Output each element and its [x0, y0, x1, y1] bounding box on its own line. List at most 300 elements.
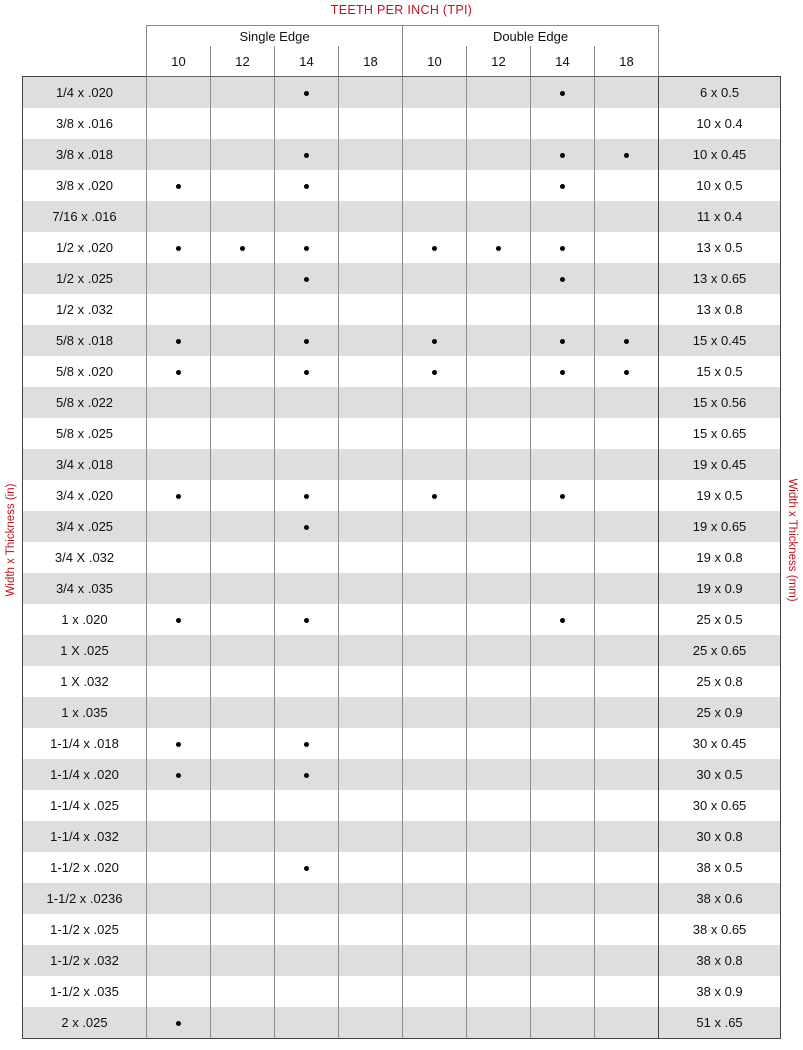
size-inches-cell: 1-1/4 x .032 [23, 821, 147, 852]
tpi-cell [147, 511, 211, 542]
tpi-cell [595, 666, 659, 697]
tpi-cell [147, 883, 211, 914]
tpi-cell [531, 976, 595, 1007]
availability-dot-icon [304, 184, 309, 189]
group-header-single-edge: Single Edge [147, 26, 403, 47]
size-mm-cell: 10 x 0.4 [659, 108, 781, 139]
tpi-cell [275, 263, 339, 294]
tpi-cell [531, 790, 595, 821]
size-inches-cell: 3/8 x .020 [23, 170, 147, 201]
availability-dot-icon [176, 742, 181, 747]
tpi-cell [403, 852, 467, 883]
tpi-cell [147, 325, 211, 356]
tpi-cell [147, 604, 211, 635]
table-row [23, 480, 781, 511]
tpi-header: 18 [595, 46, 659, 77]
tpi-cell [531, 914, 595, 945]
tpi-cell [275, 108, 339, 139]
tpi-cell [467, 449, 531, 480]
tpi-header: 12 [467, 46, 531, 77]
tpi-cell [147, 418, 211, 449]
availability-dot-icon [176, 618, 181, 623]
tpi-cell [339, 728, 403, 759]
tpi-cell [531, 263, 595, 294]
table-title: TEETH PER INCH (TPI) [330, 3, 473, 17]
tpi-cell [275, 480, 339, 511]
availability-dot-icon [176, 494, 181, 499]
tpi-cell [339, 263, 403, 294]
tpi-cell [211, 77, 275, 109]
tpi-cell [147, 666, 211, 697]
size-inches-cell: 1-1/2 x .025 [23, 914, 147, 945]
availability-dot-icon [496, 246, 501, 251]
tpi-cell [403, 883, 467, 914]
tpi-cell [339, 356, 403, 387]
tpi-cell [275, 356, 339, 387]
tpi-cell [403, 232, 467, 263]
tpi-cell [403, 635, 467, 666]
tpi-cell [275, 77, 339, 109]
size-mm-cell: 51 x .65 [659, 1007, 781, 1039]
tpi-cell [403, 945, 467, 976]
tpi-cell [211, 697, 275, 728]
tpi-cell [595, 1007, 659, 1039]
tpi-cell [467, 294, 531, 325]
size-inches-cell: 1 X .032 [23, 666, 147, 697]
tpi-cell [595, 511, 659, 542]
availability-dot-icon [176, 339, 181, 344]
table-row [23, 201, 781, 232]
tpi-cell [531, 418, 595, 449]
availability-dot-icon [560, 277, 565, 282]
tpi-cell [211, 821, 275, 852]
tpi-cell [595, 294, 659, 325]
tpi-cell [595, 325, 659, 356]
table-row [23, 821, 781, 852]
tpi-cell [467, 821, 531, 852]
right-axis-label: Width x Thickness (mm) [786, 478, 798, 602]
tpi-cell [339, 294, 403, 325]
tpi-cell [147, 449, 211, 480]
tpi-cell [403, 759, 467, 790]
tpi-cell [339, 108, 403, 139]
tpi-cell [211, 635, 275, 666]
tpi-cell [211, 976, 275, 1007]
tpi-cell [339, 139, 403, 170]
tpi-cell [275, 604, 339, 635]
tpi-cell [275, 201, 339, 232]
size-mm-cell: 19 x 0.5 [659, 480, 781, 511]
header-spacer [659, 26, 781, 47]
tpi-cell [403, 480, 467, 511]
tpi-cell [531, 201, 595, 232]
tpi-cell [467, 914, 531, 945]
tpi-header: 10 [147, 46, 211, 77]
tpi-cell [595, 170, 659, 201]
tpi-cell [595, 728, 659, 759]
tpi-cell [275, 449, 339, 480]
tpi-cell [403, 139, 467, 170]
table-row [23, 449, 781, 480]
tpi-cell [211, 387, 275, 418]
table-row [23, 139, 781, 170]
size-mm-cell: 6 x 0.5 [659, 77, 781, 109]
tpi-cell [275, 542, 339, 573]
header-spacer [23, 46, 147, 77]
tpi-cell [595, 790, 659, 821]
table-row [23, 170, 781, 201]
tpi-cell [531, 387, 595, 418]
availability-dot-icon [560, 339, 565, 344]
size-inches-cell: 5/8 x .025 [23, 418, 147, 449]
tpi-cell [531, 294, 595, 325]
tpi-cell [339, 418, 403, 449]
availability-dot-icon [304, 153, 309, 158]
tpi-cell [403, 511, 467, 542]
tpi-header: 10 [403, 46, 467, 77]
availability-dot-icon [304, 742, 309, 747]
tpi-cell [339, 945, 403, 976]
size-mm-cell: 19 x 0.8 [659, 542, 781, 573]
tpi-cell [467, 108, 531, 139]
tpi-cell [147, 387, 211, 418]
size-mm-cell: 38 x 0.9 [659, 976, 781, 1007]
tpi-cell [595, 945, 659, 976]
tpi-cell [403, 294, 467, 325]
tpi-cell [275, 418, 339, 449]
size-mm-cell: 13 x 0.65 [659, 263, 781, 294]
size-inches-cell: 5/8 x .018 [23, 325, 147, 356]
size-inches-cell: 3/8 x .016 [23, 108, 147, 139]
tpi-cell [467, 635, 531, 666]
tpi-cell [403, 263, 467, 294]
group-header-double-edge: Double Edge [403, 26, 659, 47]
tpi-cell [275, 232, 339, 263]
tpi-cell [531, 542, 595, 573]
availability-dot-icon [560, 153, 565, 158]
size-inches-cell: 3/4 x .025 [23, 511, 147, 542]
tpi-cell [211, 945, 275, 976]
table-row [23, 852, 781, 883]
size-inches-cell: 1-1/2 x .0236 [23, 883, 147, 914]
tpi-cell [403, 108, 467, 139]
table-body [23, 77, 781, 1039]
header-spacer [659, 46, 781, 77]
tpi-cell [339, 387, 403, 418]
size-mm-cell: 25 x 0.5 [659, 604, 781, 635]
tpi-cell [531, 759, 595, 790]
tpi-cell [403, 976, 467, 1007]
tpi-header: 14 [275, 46, 339, 77]
tpi-cell [531, 821, 595, 852]
tpi-cell [403, 542, 467, 573]
tpi-header: 12 [211, 46, 275, 77]
table-row [23, 728, 781, 759]
tpi-cell [211, 108, 275, 139]
size-mm-cell: 30 x 0.65 [659, 790, 781, 821]
tpi-cell [467, 387, 531, 418]
tpi-cell [467, 883, 531, 914]
tpi-cell [147, 77, 211, 109]
tpi-cell [531, 666, 595, 697]
tpi-cell [595, 449, 659, 480]
availability-dot-icon [176, 773, 181, 778]
tpi-cell [275, 759, 339, 790]
size-inches-cell: 1-1/2 x .035 [23, 976, 147, 1007]
tpi-cell [147, 635, 211, 666]
size-inches-cell: 1/4 x .020 [23, 77, 147, 109]
tpi-cell [531, 728, 595, 759]
tpi-cell [275, 666, 339, 697]
tpi-cell [147, 294, 211, 325]
tpi-cell [531, 1007, 595, 1039]
availability-dot-icon [432, 339, 437, 344]
tpi-cell [531, 511, 595, 542]
tpi-cell [211, 790, 275, 821]
tpi-cell [211, 356, 275, 387]
tpi-cell [467, 852, 531, 883]
tpi-cell [339, 511, 403, 542]
tpi-cell [403, 790, 467, 821]
table-row [23, 635, 781, 666]
table-row [23, 418, 781, 449]
tpi-cell [595, 201, 659, 232]
size-mm-cell: 13 x 0.8 [659, 294, 781, 325]
availability-dot-icon [176, 370, 181, 375]
tpi-cell [467, 232, 531, 263]
availability-dot-icon [304, 277, 309, 282]
size-inches-cell: 1 x .020 [23, 604, 147, 635]
size-inches-cell: 7/16 x .016 [23, 201, 147, 232]
size-mm-cell: 13 x 0.5 [659, 232, 781, 263]
size-mm-cell: 25 x 0.9 [659, 697, 781, 728]
tpi-cell [147, 945, 211, 976]
tpi-cell [211, 232, 275, 263]
tpi-cell [147, 170, 211, 201]
tpi-cell [531, 480, 595, 511]
tpi-cell [595, 139, 659, 170]
tpi-cell [403, 728, 467, 759]
tpi-cell [339, 759, 403, 790]
tpi-cell [147, 759, 211, 790]
tpi-cell [467, 77, 531, 109]
tpi-cell [339, 821, 403, 852]
tpi-cell [531, 170, 595, 201]
tpi-cell [339, 573, 403, 604]
tpi-cell [211, 449, 275, 480]
tpi-cell [531, 325, 595, 356]
tpi-cell [275, 325, 339, 356]
size-inches-cell: 2 x .025 [23, 1007, 147, 1039]
tpi-header: 14 [531, 46, 595, 77]
size-inches-cell: 1-1/2 x .020 [23, 852, 147, 883]
table-row [23, 883, 781, 914]
tpi-cell [467, 418, 531, 449]
tpi-cell [147, 1007, 211, 1039]
tpi-cell [147, 573, 211, 604]
tpi-cell [275, 139, 339, 170]
size-mm-cell: 19 x 0.45 [659, 449, 781, 480]
table-row [23, 790, 781, 821]
tpi-cell [275, 728, 339, 759]
size-mm-cell: 15 x 0.56 [659, 387, 781, 418]
table-row [23, 77, 781, 109]
table-row [23, 542, 781, 573]
size-mm-cell: 38 x 0.65 [659, 914, 781, 945]
tpi-cell [339, 883, 403, 914]
tpi-cell [403, 449, 467, 480]
tpi-cell [595, 77, 659, 109]
tpi-cell [595, 821, 659, 852]
tpi-cell [467, 976, 531, 1007]
size-inches-cell: 1-1/4 x .025 [23, 790, 147, 821]
tpi-cell [339, 790, 403, 821]
size-inches-cell: 1-1/4 x .018 [23, 728, 147, 759]
tpi-cell [147, 728, 211, 759]
availability-dot-icon [304, 339, 309, 344]
tpi-cell [403, 77, 467, 109]
table-row [23, 387, 781, 418]
size-inches-cell: 5/8 x .022 [23, 387, 147, 418]
tpi-cell [211, 511, 275, 542]
table-row [23, 325, 781, 356]
tpi-cell [467, 759, 531, 790]
tpi-cell [403, 1007, 467, 1039]
tpi-cell [595, 418, 659, 449]
tpi-cell [595, 852, 659, 883]
tpi-cell [531, 852, 595, 883]
tpi-cell [467, 139, 531, 170]
tpi-cell [211, 728, 275, 759]
tpi-cell [339, 976, 403, 1007]
tpi-table [22, 25, 781, 1039]
size-inches-cell: 3/4 x .018 [23, 449, 147, 480]
availability-dot-icon [176, 184, 181, 189]
size-mm-cell: 10 x 0.45 [659, 139, 781, 170]
table-row [23, 759, 781, 790]
tpi-cell [467, 604, 531, 635]
tpi-cell [403, 387, 467, 418]
tpi-cell [339, 449, 403, 480]
size-inches-cell: 3/8 x .018 [23, 139, 147, 170]
tpi-cell [467, 201, 531, 232]
tpi-cell [595, 759, 659, 790]
tpi-cell [211, 1007, 275, 1039]
availability-dot-icon [304, 773, 309, 778]
availability-dot-icon [560, 246, 565, 251]
tpi-cell [467, 666, 531, 697]
tpi-cell [147, 108, 211, 139]
tpi-cell [147, 914, 211, 945]
tpi-cell [595, 883, 659, 914]
tpi-cell [275, 573, 339, 604]
tpi-cell [403, 914, 467, 945]
table-row [23, 914, 781, 945]
availability-dot-icon [624, 339, 629, 344]
tpi-header: 18 [339, 46, 403, 77]
table-row [23, 666, 781, 697]
tpi-cell [595, 387, 659, 418]
tpi-cell [211, 914, 275, 945]
left-axis-label: Width x Thickness (in) [5, 483, 17, 597]
tpi-cell [275, 387, 339, 418]
tpi-cell [467, 1007, 531, 1039]
tpi-cell [403, 201, 467, 232]
size-mm-cell: 38 x 0.6 [659, 883, 781, 914]
size-mm-cell: 30 x 0.8 [659, 821, 781, 852]
size-mm-cell: 11 x 0.4 [659, 201, 781, 232]
tpi-cell [403, 325, 467, 356]
tpi-cell [403, 666, 467, 697]
tpi-cell [595, 480, 659, 511]
availability-dot-icon [304, 246, 309, 251]
tpi-cell [595, 232, 659, 263]
tpi-cell [147, 542, 211, 573]
tpi-cell [403, 356, 467, 387]
size-inches-cell: 1 X .025 [23, 635, 147, 666]
size-inches-cell: 5/8 x .020 [23, 356, 147, 387]
tpi-cell [275, 635, 339, 666]
tpi-cell [339, 77, 403, 109]
availability-dot-icon [560, 494, 565, 499]
availability-dot-icon [304, 494, 309, 499]
availability-dot-icon [560, 91, 565, 96]
tpi-cell [275, 1007, 339, 1039]
tpi-cell [467, 728, 531, 759]
availability-dot-icon [624, 153, 629, 158]
size-mm-cell: 15 x 0.65 [659, 418, 781, 449]
tpi-cell [211, 480, 275, 511]
tpi-cell [147, 480, 211, 511]
tpi-cell [339, 542, 403, 573]
tpi-cell [403, 821, 467, 852]
availability-dot-icon [560, 184, 565, 189]
tpi-cell [339, 697, 403, 728]
tpi-cell [595, 263, 659, 294]
size-mm-cell: 19 x 0.65 [659, 511, 781, 542]
tpi-cell [147, 263, 211, 294]
table-row [23, 232, 781, 263]
tpi-cell [211, 573, 275, 604]
tpi-cell [531, 356, 595, 387]
tpi-cell [467, 945, 531, 976]
tpi-cell [467, 511, 531, 542]
size-mm-cell: 38 x 0.8 [659, 945, 781, 976]
tpi-cell [467, 542, 531, 573]
tpi-cell [275, 852, 339, 883]
table-row [23, 945, 781, 976]
tpi-cell [531, 573, 595, 604]
tpi-cell [595, 914, 659, 945]
tpi-cell [531, 232, 595, 263]
table-row [23, 604, 781, 635]
size-mm-cell: 15 x 0.5 [659, 356, 781, 387]
tpi-cell [531, 883, 595, 914]
tpi-cell [339, 604, 403, 635]
size-inches-cell: 1/2 x .032 [23, 294, 147, 325]
tpi-cell [595, 635, 659, 666]
tpi-cell [595, 356, 659, 387]
tpi-cell [595, 976, 659, 1007]
size-mm-cell: 30 x 0.45 [659, 728, 781, 759]
availability-dot-icon [176, 1021, 181, 1026]
tpi-cell [531, 697, 595, 728]
table-row [23, 263, 781, 294]
tpi-cell [275, 790, 339, 821]
size-mm-cell: 10 x 0.5 [659, 170, 781, 201]
tpi-cell [403, 697, 467, 728]
table-row [23, 356, 781, 387]
